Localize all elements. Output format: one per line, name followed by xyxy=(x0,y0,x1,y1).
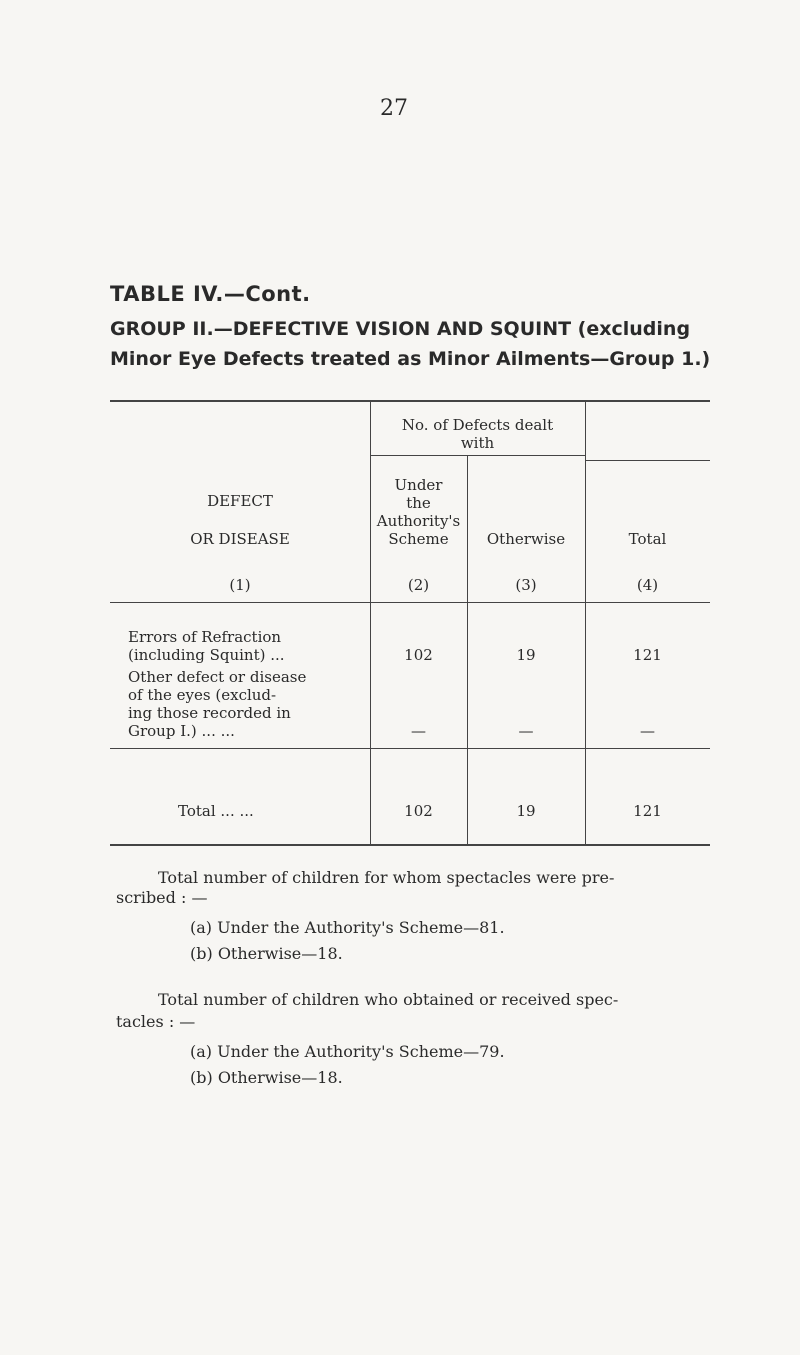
total-otherwise: 19 xyxy=(516,802,536,820)
prescribed-b: (b) Otherwise—18. xyxy=(190,944,343,963)
span-header-line1: No. of Defects dealt xyxy=(401,416,554,434)
col2-header-line3: Authority's xyxy=(376,512,461,530)
row2-total: — xyxy=(640,722,655,740)
obtained-a: (a) Under the Authority's Scheme—79. xyxy=(190,1042,505,1061)
row2-label-line4: Group I.) ... ... xyxy=(128,722,235,740)
total-total: 121 xyxy=(633,802,662,820)
row1-scheme: 102 xyxy=(404,646,433,664)
col1-number: (1) xyxy=(229,576,251,594)
row1-label-line1: Errors of Refraction xyxy=(128,628,282,646)
row2-label-line3: ing those recorded in xyxy=(128,704,291,722)
col1-header-line2: OR DISEASE xyxy=(190,530,290,548)
col3-header: Otherwise xyxy=(486,530,566,548)
page-number: 27 xyxy=(380,96,408,121)
prescribed-intro-line2: scribed : — xyxy=(116,888,208,907)
row2-label-line1: Other defect or disease xyxy=(128,668,307,686)
obtained-intro-line2: tacles : — xyxy=(116,1012,196,1031)
total-label: Total ... ... xyxy=(178,802,254,820)
row2-label-line2: of the eyes (exclud- xyxy=(128,686,277,704)
col2-header-line2: the xyxy=(406,494,431,512)
col3-number: (3) xyxy=(515,576,537,594)
col2-number: (2) xyxy=(407,576,430,594)
row2-scheme: — xyxy=(411,722,426,740)
span-header-line2: with xyxy=(460,434,495,452)
row1-total: 121 xyxy=(633,646,662,664)
obtained-b: (b) Otherwise—18. xyxy=(190,1068,343,1087)
col1-header-line1: DEFECT xyxy=(207,492,273,510)
prescribed-a: (a) Under the Authority's Scheme—81. xyxy=(190,918,505,937)
prescribed-intro-line1: Total number of children for whom spectacles were pre- xyxy=(158,868,615,887)
row2-otherwise: — xyxy=(518,722,534,740)
total-scheme: 102 xyxy=(404,802,433,820)
col4-number: (4) xyxy=(636,576,659,594)
group-heading-line2: Minor Eye Defects treated as Minor Ailments—Group 1.) xyxy=(110,348,711,370)
group-heading-line1: GROUP II.—DEFECTIVE VISION AND SQUINT (excluding xyxy=(110,318,691,340)
col2-header-line4: Scheme xyxy=(388,530,449,548)
col4-header: Total xyxy=(628,530,667,548)
col2-header-line1: Under xyxy=(394,476,443,494)
row1-otherwise: 19 xyxy=(516,646,536,664)
table-title: TABLE IV.—Cont. xyxy=(110,282,311,306)
row1-label-line2: (including Squint) ... xyxy=(128,646,285,664)
obtained-intro-line1: Total number of children who obtained or received spec- xyxy=(158,990,619,1009)
